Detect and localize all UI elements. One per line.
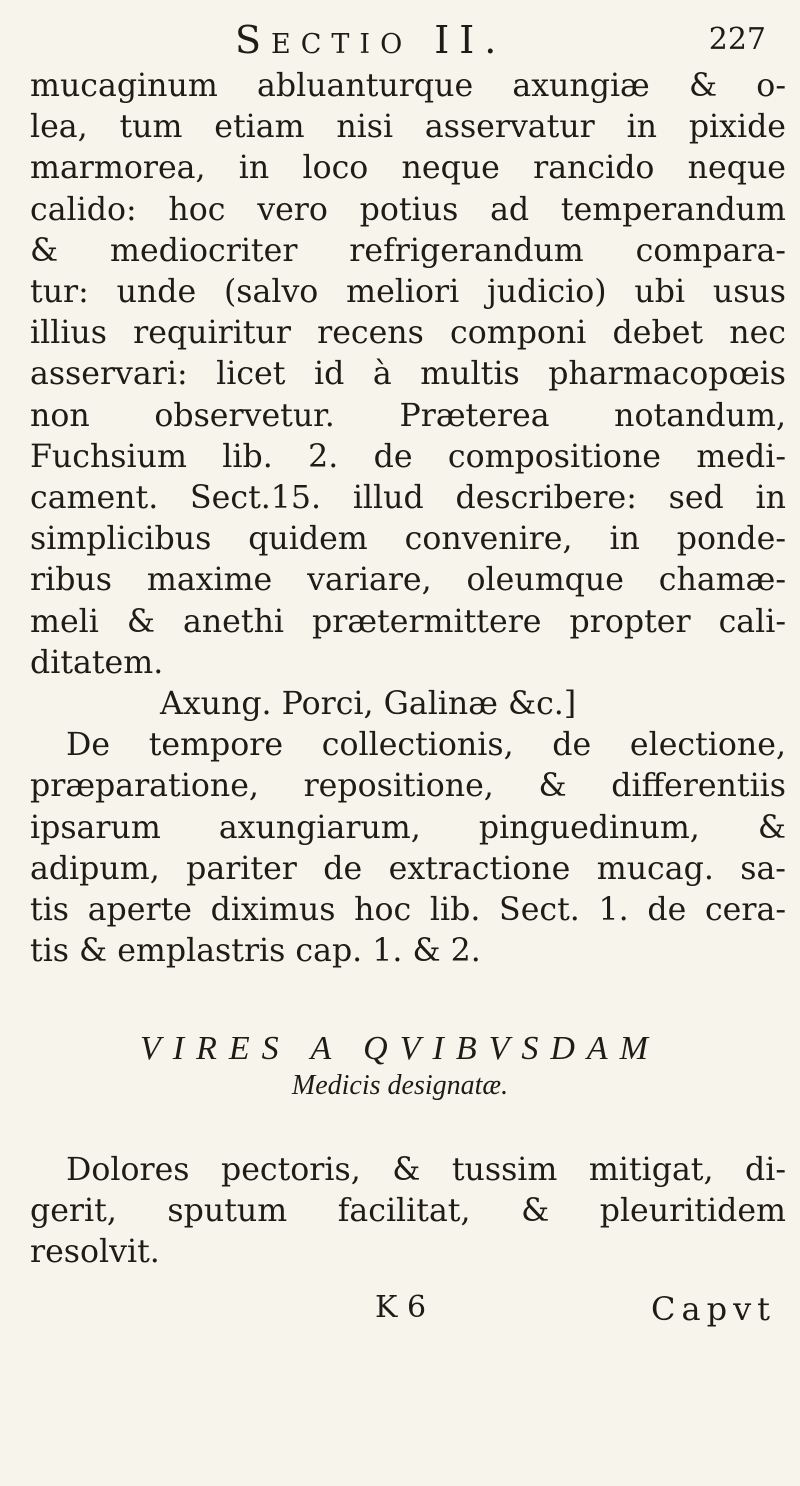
text-line: præparatione, repositione, & differentiis: [30, 768, 786, 805]
section-subtitle: Medicis designatæ.: [291, 1070, 509, 1101]
catchword: Capvt: [651, 1290, 776, 1328]
running-head: Sectio II.: [235, 18, 507, 62]
page-footer: [0, 1290, 800, 1340]
text-line: Dolores pectoris, & tussim mitigat, di-: [66, 1152, 786, 1188]
text-line: meli & anethi prætermittere propter cali-: [30, 603, 786, 640]
text-line: tis aperte diximus hoc lib. Sect. 1. de cera-: [30, 892, 786, 929]
section-heading: [30, 1030, 770, 1102]
text-line: simplicibus quidem convenire, in ponde-: [30, 521, 786, 558]
text-line: marmorea, in loco neque rancido neque: [30, 150, 786, 187]
text-line: De tempore collectionis, de electione,: [66, 727, 786, 764]
text-line: calido: hoc vero potius ad temperandum: [30, 191, 786, 228]
text-line: illius requiritur recens componi debet nec: [30, 315, 786, 352]
page-number: 227: [708, 22, 766, 57]
text-line: mucaginum abluanturque axungiæ & o-: [30, 68, 786, 104]
body-text-2: [30, 1150, 786, 1274]
text-line: Fuchsium lib. 2. de compositione medi-: [30, 438, 786, 475]
body-text: [30, 66, 786, 972]
lemma-line: Axung. Porci, Galinæ &c.]: [160, 686, 577, 723]
text-line: ipsarum axungiarum, pinguedinum, &: [30, 809, 786, 846]
text-line: tis & emplastris cap. 1. & 2.: [30, 933, 481, 970]
signature-mark: K 6: [375, 1290, 427, 1325]
text-line: ribus maxime variare, oleumque chamæ-: [30, 562, 786, 599]
text-line: resolvit.: [30, 1234, 160, 1271]
text-line: ditatem.: [30, 644, 164, 681]
text-line: tur: unde (salvo meliori judicio) ubi usus: [30, 274, 786, 311]
text-line: gerit, sputum facilitat, & pleuritidem: [30, 1193, 786, 1230]
text-line: non observetur. Præterea notandum,: [30, 397, 786, 434]
text-line: adipum, pariter de extractione mucag. sa-: [30, 850, 786, 887]
page-header: [0, 14, 800, 64]
text-line: & mediocriter refrigerandum compara-: [30, 232, 786, 269]
text-line: asservari: licet id à multis pharmacopœis: [30, 356, 786, 393]
text-line: cament. Sect.15. illud describere: sed in: [30, 480, 786, 517]
section-title: VIRES A QVIBVSDAM: [140, 1030, 660, 1067]
text-line: lea, tum etiam nisi asservatur in pixide: [30, 109, 786, 146]
